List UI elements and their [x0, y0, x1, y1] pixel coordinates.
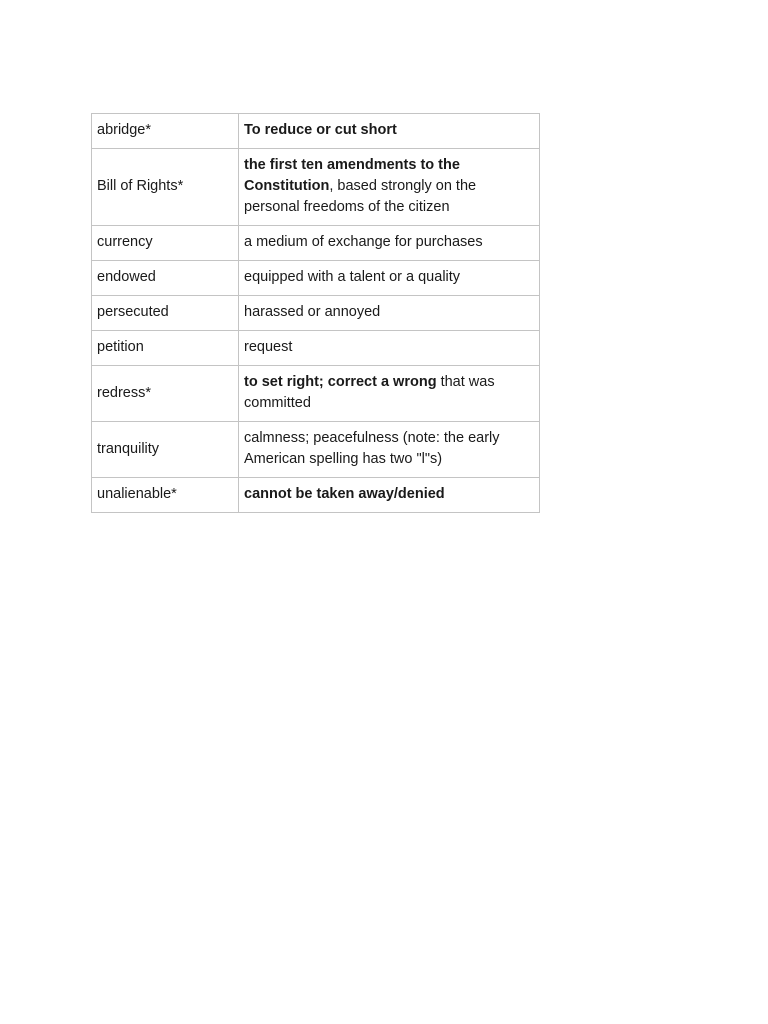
- term-cell: tranquility: [92, 422, 239, 478]
- definition-bold-text: the first ten amendments to the Constitution: [244, 157, 460, 194]
- definition-text: that was committed: [244, 374, 495, 411]
- definition-bold-text: to set right; correct a wrong: [244, 374, 437, 390]
- definition-text: harassed or annoyed: [244, 304, 381, 320]
- definition-text: , based strongly on the personal freedoms of the citizen: [244, 178, 477, 215]
- term-cell: persecuted: [92, 296, 239, 331]
- definition-bold-text: To reduce or cut short: [244, 122, 397, 138]
- table-row: [92, 114, 540, 149]
- definition-text: request: [244, 339, 293, 355]
- table-row: [92, 331, 540, 366]
- definition-cell: [239, 261, 540, 296]
- definition-cell: [239, 114, 540, 149]
- term-cell: redress*: [92, 366, 239, 422]
- definition-bold-text: cannot be taken away/denied: [244, 486, 445, 502]
- table-row: [92, 149, 540, 226]
- table-row: [92, 366, 540, 422]
- term-cell: petition: [92, 331, 239, 366]
- definition-text: a medium of exchange for purchases: [244, 234, 483, 250]
- definition-cell: [239, 226, 540, 261]
- definition-cell: [239, 478, 540, 513]
- definition-cell: [239, 366, 540, 422]
- definition-cell: [239, 296, 540, 331]
- term-cell: unalienable*: [92, 478, 239, 513]
- term-cell: Bill of Rights*: [92, 149, 239, 226]
- definition-text: equipped with a talent or a quality: [244, 269, 461, 285]
- table-row: [92, 261, 540, 296]
- definition-text: calmness; peacefulness (note: the early American spelling has two "l"s): [244, 430, 500, 467]
- term-cell: currency: [92, 226, 239, 261]
- table-row: [92, 296, 540, 331]
- table-row: [92, 226, 540, 261]
- table-row: [92, 422, 540, 478]
- definition-cell: [239, 331, 540, 366]
- definition-cell: [239, 149, 540, 226]
- definition-cell: [239, 422, 540, 478]
- table-row: [92, 478, 540, 513]
- vocabulary-table: [91, 113, 540, 513]
- term-cell: endowed: [92, 261, 239, 296]
- term-cell: abridge*: [92, 114, 239, 149]
